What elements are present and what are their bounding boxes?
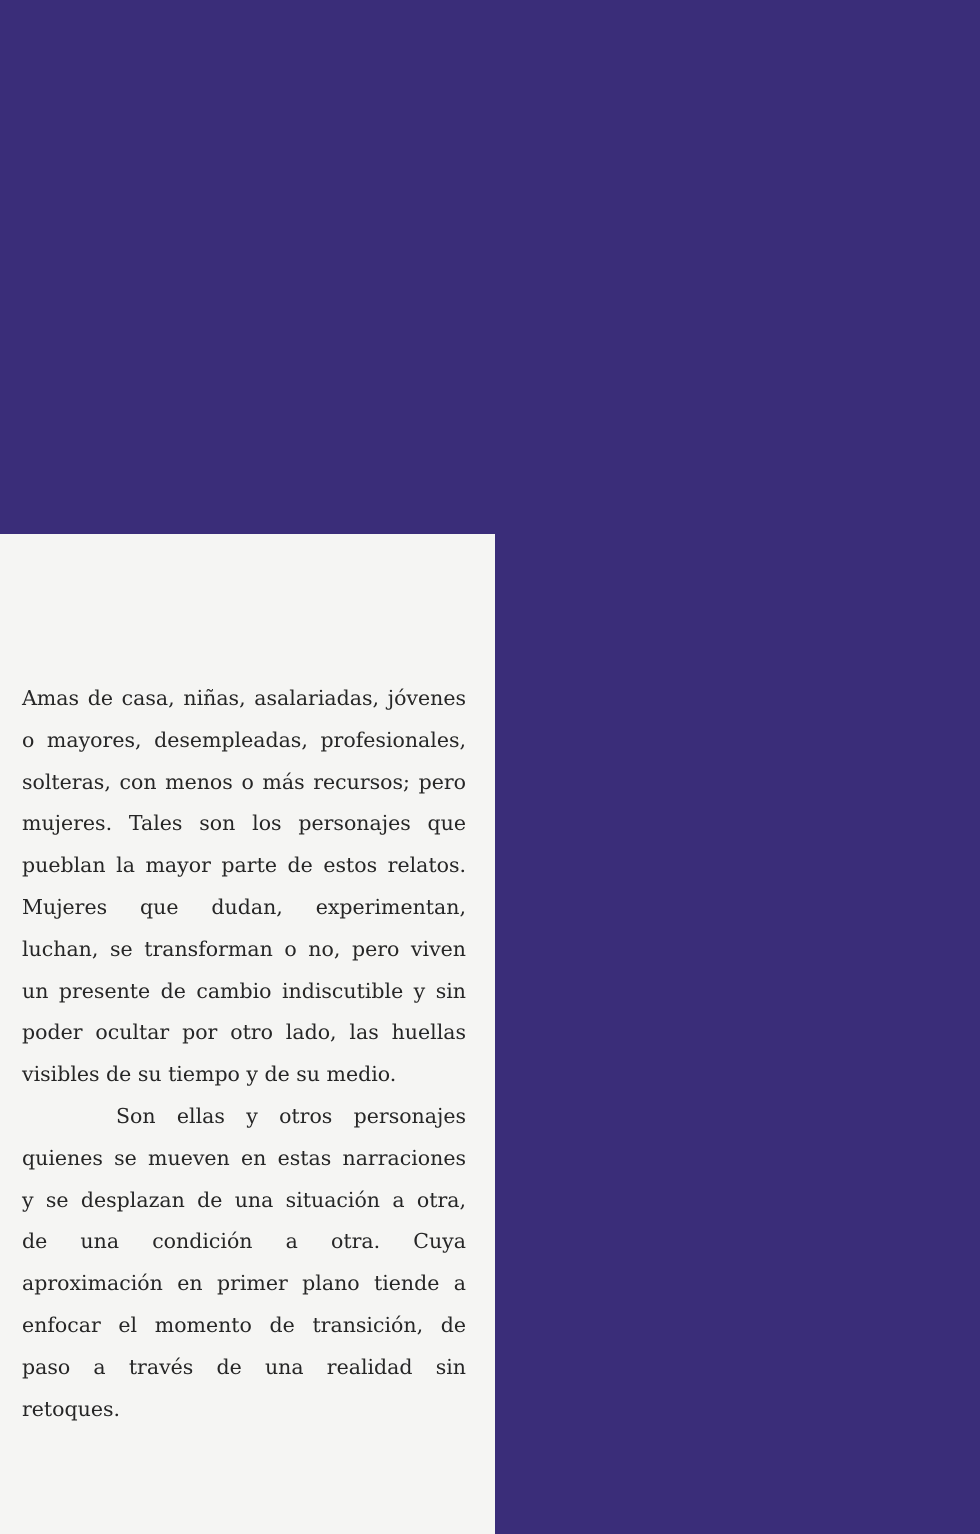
blurb-line: Mujeres que dudan, experimentan, xyxy=(22,894,466,919)
blurb-line: visibles de su tiempo y de su medio. xyxy=(22,1062,397,1087)
blurb-line: quienes se mueven en estas narraciones xyxy=(22,1145,466,1170)
blurb-line: paso a través de una realidad sin xyxy=(22,1354,466,1379)
blurb-line: y se desplazan de una situación a otra, xyxy=(22,1187,466,1212)
blurb-panel xyxy=(0,534,495,1534)
blurb-line: pueblan la mayor parte de estos relatos. xyxy=(22,853,466,878)
blurb-line: poder ocultar por otro lado, las huellas xyxy=(22,1020,466,1045)
blurb-line: Amas de casa, niñas, asalariadas, jóvenes xyxy=(22,686,466,710)
blurb-line: solteras, con menos o más recursos; pero xyxy=(22,769,466,794)
back-cover-blurb xyxy=(22,678,466,1430)
blurb-line: de una condición a otra. Cuya xyxy=(22,1229,466,1254)
blurb-line: un presente de cambio indiscutible y sin xyxy=(22,978,466,1003)
blurb-line: retoques. xyxy=(22,1396,121,1421)
blurb-line: mujeres. Tales son los personajes que xyxy=(22,811,466,836)
blurb-line: enfocar el momento de transición, de xyxy=(22,1312,466,1337)
blurb-line: luchan, se transforman o no, pero viven xyxy=(22,936,466,961)
blurb-line: aproximación en primer plano tiende a xyxy=(22,1271,466,1296)
blurb-line: Son ellas y otros personajes xyxy=(116,1103,466,1128)
blurb-line: o mayores, desempleadas, profesionales, xyxy=(22,727,466,752)
